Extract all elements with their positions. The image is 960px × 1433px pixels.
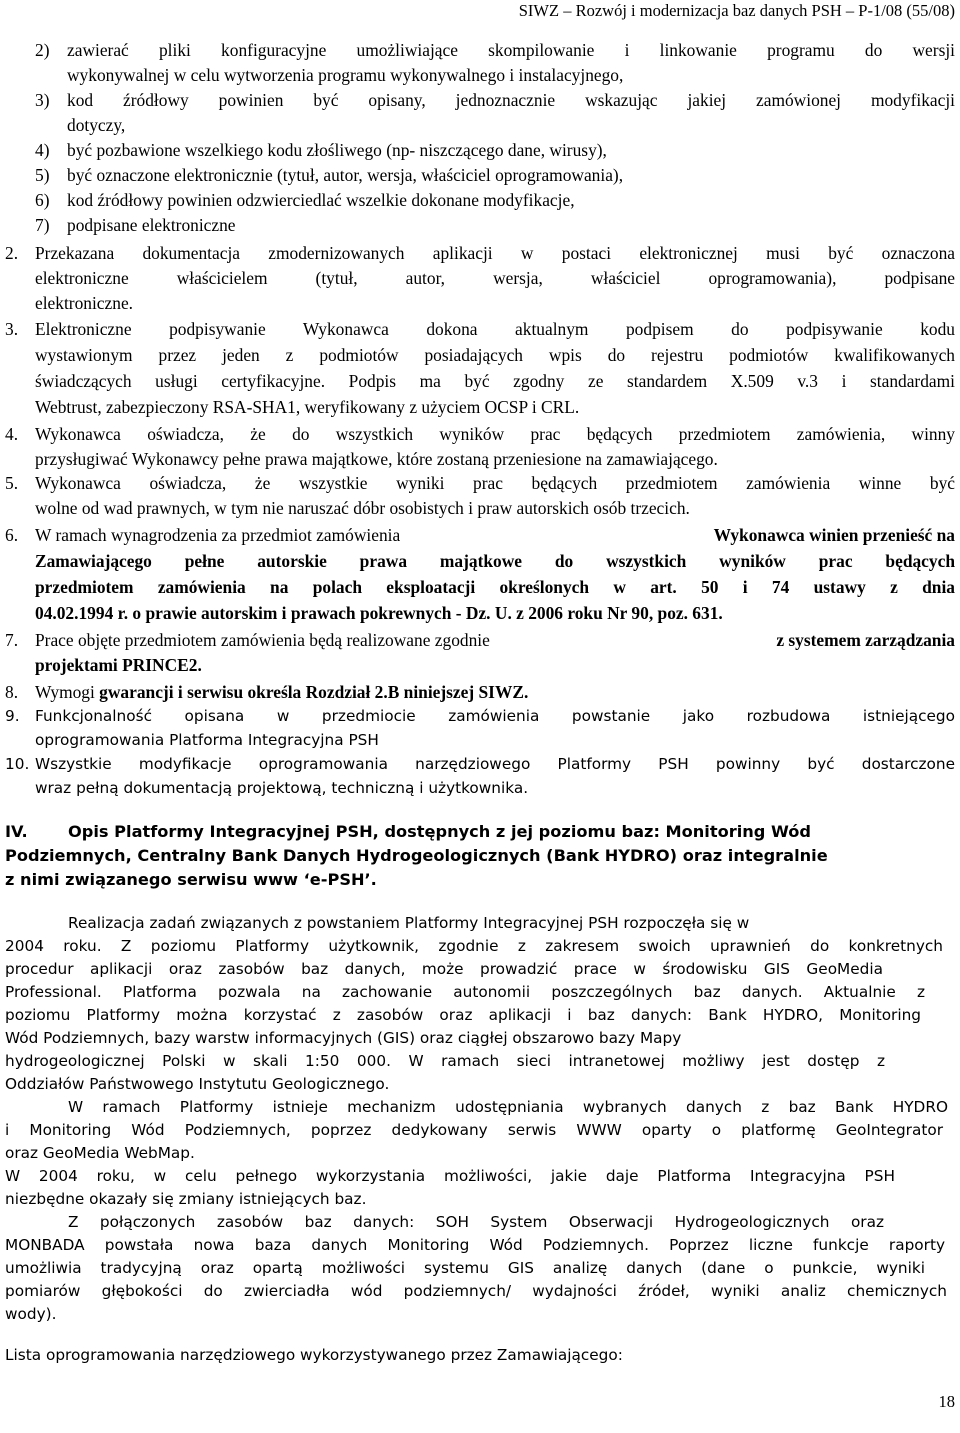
item-number: 8.	[5, 682, 19, 702]
body-line: Z połączonych zasobów baz danych: SOH System Obserwacji Hydrogeologicznych oraz	[68, 1213, 884, 1231]
body-line: wody).	[5, 1305, 57, 1323]
list-item-text: dotyczy,	[67, 115, 126, 135]
list-item-text: kod źródłowy powinien odzwierciedlać wszelkie dokonane modyfikacje,	[67, 190, 575, 210]
item-text: Przekazana dokumentacja zmodernizowanych aplikacji w postaci elektronicznej musi być oznaczona	[35, 243, 955, 263]
page-header: SIWZ – Rozwój i modernizacja baz danych PSH – P-1/08 (55/08)	[518, 1, 955, 20]
item-text-bold: Wykonawca winien przenieść na	[713, 525, 955, 545]
item-text: Funkcjonalność opisana w przedmiocie zamówienia powstanie jako rozbudowa istniejącego	[35, 707, 955, 725]
list-item-text: być oznaczone elektronicznie (tytuł, autor, wersja, właściciel oprogramowania),	[67, 165, 624, 185]
page-number: 18	[938, 1392, 955, 1411]
body-line: umożliwia tradycyjną oraz opartą możliwości systemu GIS analizę danych (dane o punkcie, wyniki	[5, 1259, 925, 1277]
body-line: Oddziałów Państwowego Instytutu Geologicznego.	[5, 1075, 390, 1093]
item-text: Prace objęte przedmiotem zamówienia będą realizowane zgodnie	[35, 630, 495, 650]
body-line: hydrogeologicznej Polski w skali 1:50 000. W ramach sieci intranetowej możliwy jest dostęp z	[5, 1052, 885, 1070]
item-text: wraz pełną dokumentacją projektową, techniczną i użytkownika.	[35, 779, 529, 797]
list-item-number: 6)	[35, 190, 50, 210]
body-line: W ramach Platformy istnieje mechanizm udostępniania wybranych danych z baz Bank HYDRO	[68, 1098, 948, 1116]
body-line: oraz GeoMedia WebMap.	[5, 1144, 195, 1162]
item-number: 2.	[5, 243, 19, 263]
item-text: Wykonawca oświadcza, że do wszystkich wyników prac będących przedmiotem zamówienia, winny	[35, 424, 955, 444]
item-text: elektroniczne.	[35, 293, 134, 313]
body-line: i Monitoring Wód Podziemnych, poprzez dedykowany serwis WWW oparty o platformę GeoIntegrator	[5, 1121, 943, 1139]
section-title-line: Podziemnych, Centralny Bank Danych Hydrogeologicznych (Bank HYDRO) oraz integralnie	[5, 846, 828, 865]
list-item-text: kod źródłowy powinien być opisany, jednoznacznie wskazując jakiej zamówionej modyfikacji	[67, 90, 955, 110]
item-text-bold: przedmiotem zamówienia na polach eksploatacji określonych w art. 50 i 74 ustawy z dnia	[35, 577, 955, 597]
item-number: 6.	[5, 525, 19, 545]
body-line: procedur aplikacji oraz zasobów baz danych, może prowadzić prace w środowisku GIS GeoMedia	[5, 960, 883, 978]
item-text: Elektroniczne podpisywanie Wykonawca dokona aktualnym podpisem do podpisywanie kodu	[35, 319, 955, 339]
body-line: Wód Podziemnych, bazy warstw informacyjnych (GIS) oraz ciągłej obszarowo bazy Mapy	[5, 1029, 682, 1047]
list-item-text: wykonywalnej w celu wytworzenia programu wykonywalnego i instalacyjnego,	[67, 65, 624, 85]
list-item-text: być pozbawione wszelkiego kodu złośliwego (np- niszczącego dane, wirusy),	[67, 140, 607, 160]
item-line	[35, 627, 955, 653]
item-number: 5.	[5, 473, 19, 493]
list-item-number: 7)	[35, 215, 50, 235]
section-title-line: z nimi związanego serwisu www ‘e-PSH’.	[5, 870, 377, 889]
item-text-bold: Zamawiającego pełne autorskie prawa majątkowe do wszystkich wyników prac będących	[35, 551, 955, 571]
body-line: W 2004 roku, w celu pełnego wykorzystania możliwości, jakie daje Platforma Integracyjna PSH	[5, 1167, 895, 1185]
item-number: 7.	[5, 630, 19, 650]
body-line: Professional. Platforma pozwala na zachowanie autonomii poszczególnych baz danych. Aktualnie z	[5, 983, 925, 1001]
item-text: Webtrust, zabezpieczony RSA-SHA1, weryfikowany z użyciem OCSP i CRL.	[35, 397, 580, 417]
item-number: 10.	[5, 755, 30, 773]
item-text-bold: z systemem zarządzania	[776, 630, 955, 650]
list-item-number: 5)	[35, 165, 50, 185]
item-text-bold: gwarancji i serwisu określa Rozdział 2.B niniejszej SIWZ.	[99, 682, 529, 702]
closing-line: Lista oprogramowania narzędziowego wykorzystywanego przez Zamawiającego:	[5, 1346, 623, 1364]
item-text: W ramach wynagrodzenia za przedmiot zamówienia	[35, 525, 405, 545]
body-line: 2004 roku. Z poziomu Platformy użytkownik, zgodnie z zakresem swoich uprawnień do konkretnych	[5, 937, 943, 955]
body-line: niezbędne okazały się zmiany istniejących baz.	[5, 1190, 367, 1208]
item-text: Wykonawca oświadcza, że wszystkie wyniki prac będących przedmiotem zamówienia winne być	[35, 473, 955, 493]
section-number: IV.	[5, 822, 28, 841]
item-text: przysługiwać Wykonawcy pełne prawa majątkowe, które zostaną przeniesione na zamawiającego.	[35, 449, 718, 469]
item-text: wystawionym przez jeden z podmiotów posiadających wpis do rejestru podmiotów kwalifikowanych	[35, 345, 955, 365]
item-text: wolne od wad prawnych, w tym nie naruszać dóbr osobistych i praw autorskich osób trzecich.	[35, 498, 690, 518]
section-title-line: Opis Platformy Integracyjnej PSH, dostępnych z jej poziomu baz: Monitoring Wód	[68, 822, 811, 841]
body-line: Realizacja zadań związanych z powstaniem Platformy Integracyjnej PSH rozpoczęła się w	[68, 914, 750, 932]
item-number: 3.	[5, 319, 19, 339]
list-item-number: 3)	[35, 90, 50, 110]
item-number: 4.	[5, 424, 19, 444]
list-item-number: 4)	[35, 140, 50, 160]
item-text: Wymogi	[35, 682, 100, 702]
item-line	[35, 522, 955, 548]
body-line: MONBADA powstała nowa baza danych Monitoring Wód Podziemnych. Poprzez liczne funkcje raporty	[5, 1236, 945, 1254]
list-item-number: 2)	[35, 40, 50, 60]
item-text-bold: 04.02.1994 r. o prawie autorskim i prawach pokrewnych - Dz. U. z 2006 roku Nr 90, poz. 631.	[35, 603, 723, 623]
list-item-text: podpisane elektroniczne	[67, 215, 236, 235]
item-text: Wszystkie modyfikacje oprogramowania narzędziowego Platformy PSH powinny być dostarczone	[35, 755, 955, 773]
item-text: oprogramowania Platforma Integracyjna PSH	[35, 731, 379, 749]
list-item-text: zawierać pliki konfiguracyjne umożliwiające skompilowanie i linkowanie programu do wersji	[67, 40, 955, 60]
item-text-bold: projektami PRINCE2.	[35, 655, 202, 675]
item-text: świadczących usługi certyfikacyjne. Podpis ma być zgodny ze standardem X.509 v.3 i standardami	[35, 371, 955, 391]
item-line	[35, 679, 528, 705]
item-number: 9.	[5, 707, 20, 725]
item-text: elektroniczne właścicielem (tytuł, autor, wersja, właściciel oprogramowania), podpisane	[35, 268, 955, 288]
body-line: pomiarów głębokości do zwierciadła wód podziemnych/ wydajności źródeł, wyniki analiz chemicznych	[5, 1282, 947, 1300]
body-line: poziomu Platformy można korzystać z zasobów oraz aplikacji i baz danych: Bank HYDRO, Monitoring	[5, 1006, 921, 1024]
